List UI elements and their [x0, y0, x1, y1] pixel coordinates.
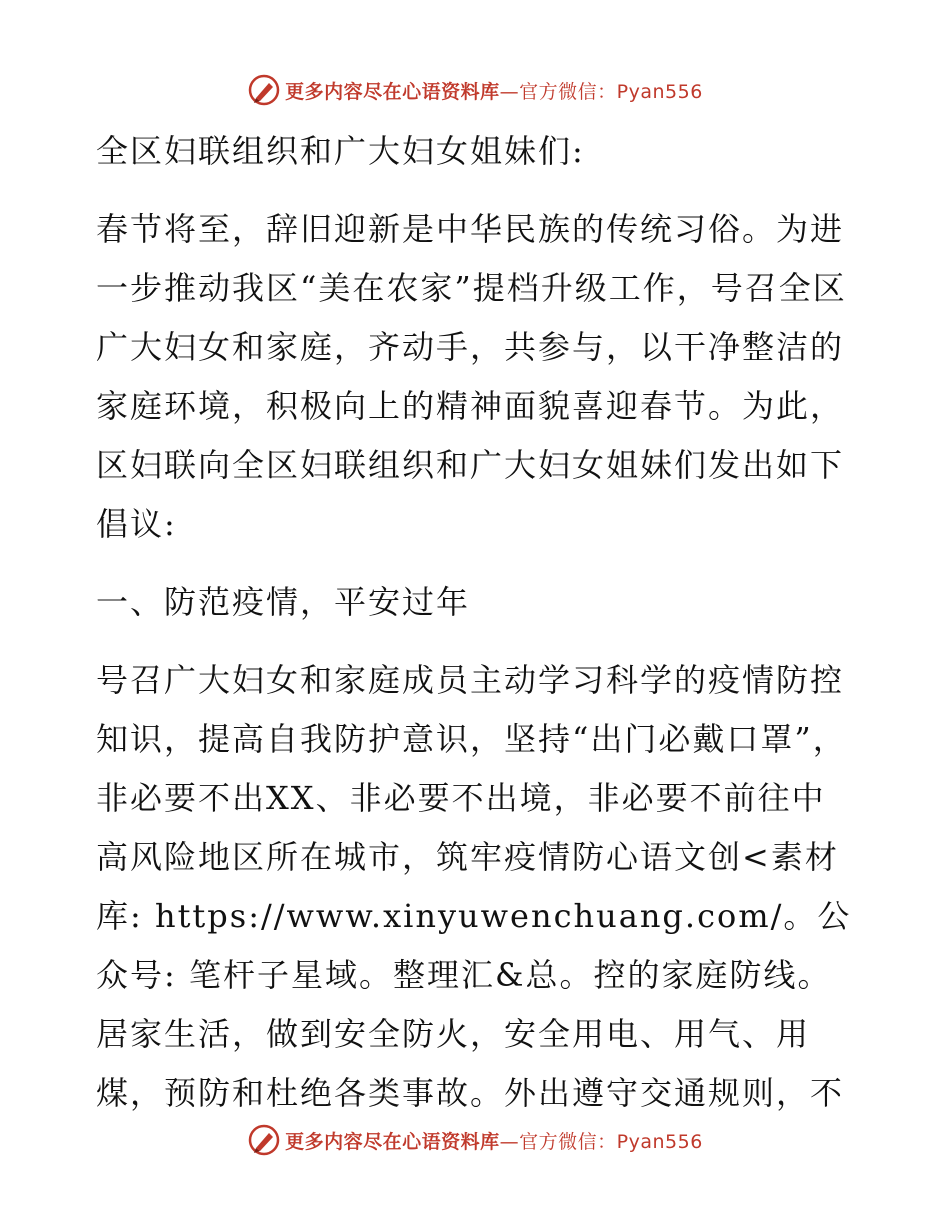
footer-banner	[0, 1120, 950, 1160]
intro-paragraph: 春节将至，辞旧迎新是中华民族的传统习俗。为进一步推动我区“美在农家”提档升级工作，号召全区广大妇女和家庭，齐动手，共参与，以干净整洁的家庭环境，积极向上的精神面貌喜迎春节。为此，区妇联向全区妇联组织和广大妇女姐妹们发出如下倡议:	[96, 210, 847, 543]
pen-logo-icon	[247, 73, 281, 107]
header-separator: —	[499, 80, 520, 103]
footer-separator: —	[499, 1130, 520, 1153]
footer-brand: 更多内容尽在心语资料库	[285, 1130, 500, 1153]
salutation: 全区妇联组织和广大妇女姐妹们:	[96, 132, 585, 170]
document-body	[96, 122, 856, 1123]
header-banner	[0, 70, 950, 110]
footer-wechat: 官方微信：Pyan556	[519, 1130, 703, 1153]
header-banner-text	[285, 77, 703, 104]
section-1-title: 一、防范疫情，平安过年	[96, 583, 471, 621]
footer-banner-text	[285, 1127, 703, 1154]
header-wechat: 官方微信：Pyan556	[519, 80, 703, 103]
section-1-body: 号召广大妇女和家庭成员主动学习科学的疫情防控知识，提高自我防护意识，坚持“出门必戴口罩”，非必要不出XX、非必要不出境，非必要不前往中高风险地区所在城市，筑牢疫情防心语文创<素材库: https://www.xinyuwenchuang.com/。公众号: 笔杆子星域。整理汇&总。控的家庭防线。居家生活，做到安全防火，安全用电、用气、用煤，预防和杜绝各类事故。外出遵守交通规则，不	[96, 661, 852, 1112]
pen-logo-icon	[247, 1123, 281, 1157]
header-brand: 更多内容尽在心语资料库	[285, 80, 500, 103]
